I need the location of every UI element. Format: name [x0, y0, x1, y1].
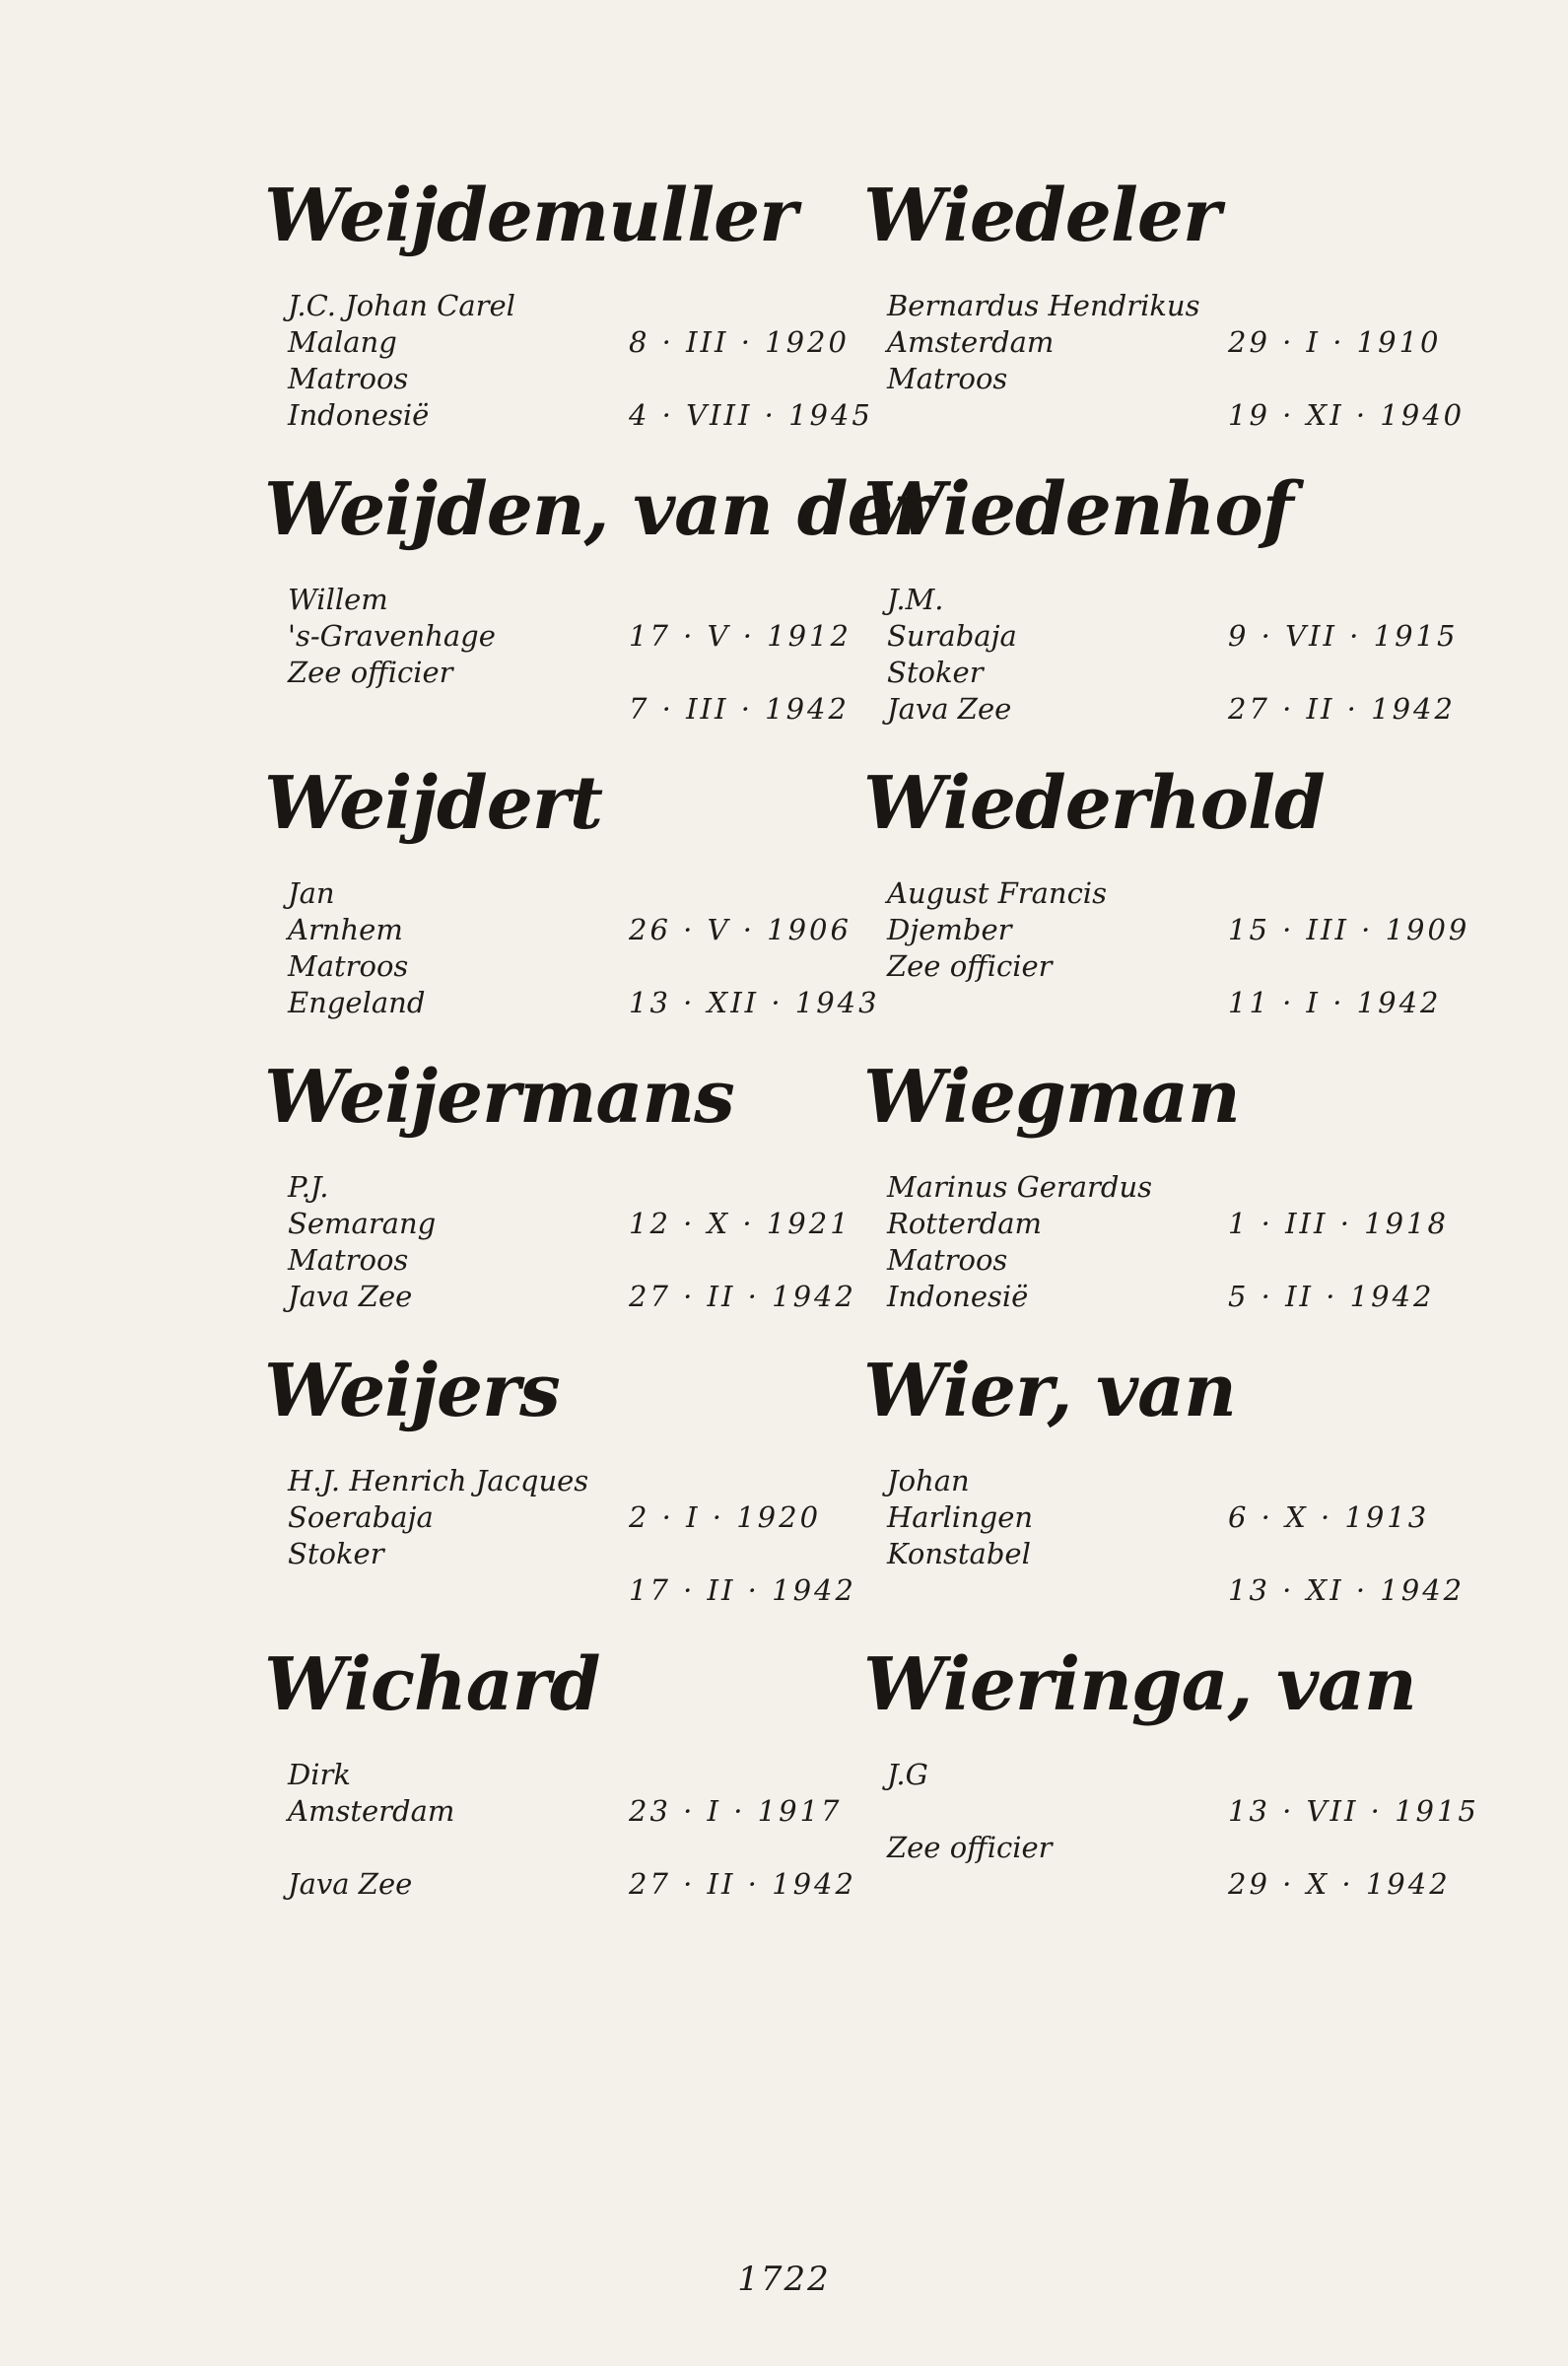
entry-row [863, 948, 1425, 985]
row-label: Zee officier [288, 656, 453, 689]
row-date: 26 · V · 1906 [629, 913, 852, 946]
entry [264, 761, 880, 1057]
entry-row [264, 1279, 856, 1315]
row-date: 29 · I · 1910 [1228, 325, 1442, 359]
row-date: 2 · I · 1920 [629, 1500, 822, 1534]
row-label: Java Zee [288, 1867, 413, 1901]
surname-heading: Weijermans [264, 1055, 734, 1140]
row-date: 6 · X · 1913 [1228, 1500, 1430, 1534]
row-label: Matroos [288, 949, 409, 983]
row-label: Bernardus Hendrikus [887, 289, 1200, 322]
entry-row [264, 1757, 826, 1793]
row-label: August Francis [887, 876, 1107, 910]
row-date: 11 · I · 1942 [1228, 986, 1442, 1019]
entry-row [264, 875, 826, 912]
entry [863, 174, 1466, 469]
entry-row [863, 1572, 1466, 1609]
row-label: P.J. [288, 1170, 329, 1204]
row-label: Djember [887, 913, 1012, 946]
entry-row [264, 618, 852, 655]
row-date: 5 · II · 1942 [1228, 1280, 1435, 1313]
entry-row [863, 912, 1470, 948]
surname-heading: Wiederhold [863, 761, 1325, 846]
row-label: Java Zee [887, 692, 1012, 726]
entry-row [863, 288, 1425, 324]
entry-row [863, 1866, 1451, 1903]
surname-heading: Wieringa, van [863, 1642, 1416, 1727]
entry-row [264, 948, 826, 985]
right-column [863, 174, 1479, 1938]
entry-row [264, 324, 850, 361]
entry-row [863, 397, 1466, 434]
row-label: Arnhem [288, 913, 403, 946]
row-label: Willem [288, 583, 388, 616]
row-label: Marinus Gerardus [887, 1170, 1153, 1204]
entry-row [863, 1757, 1425, 1793]
entry-row [264, 1206, 852, 1242]
row-label: Harlingen [887, 1500, 1034, 1534]
surname-heading: Wichard [264, 1642, 600, 1727]
row-date: 7 · III · 1942 [629, 692, 850, 726]
row-label: Zee officier [887, 949, 1053, 983]
row-label: J.M. [887, 583, 944, 616]
entry [863, 1055, 1449, 1351]
entry-row [863, 361, 1425, 397]
row-label: Indonesië [288, 398, 430, 432]
row-label: Dirk [288, 1758, 351, 1791]
row-label: Rotterdam [887, 1207, 1042, 1240]
entry-row [264, 1793, 843, 1830]
row-label: Stoker [288, 1537, 384, 1570]
entry-row [264, 1242, 826, 1279]
entry [863, 1642, 1479, 1938]
row-date: 17 · II · 1942 [629, 1573, 856, 1607]
row-label: Jan [288, 876, 335, 910]
row-label: Zee officier [887, 1831, 1053, 1864]
entry-row [264, 361, 826, 397]
surname-heading: Wier, van [863, 1349, 1236, 1433]
surname-heading: Weijers [264, 1349, 560, 1433]
entry-row [264, 691, 850, 728]
row-date: 8 · III · 1920 [629, 325, 850, 359]
row-date: 13 · VII · 1915 [1228, 1794, 1479, 1828]
row-label: Johan [887, 1464, 970, 1497]
row-date: 13 · XII · 1943 [629, 986, 880, 1019]
entry-row [264, 288, 826, 324]
entry-row [264, 1572, 856, 1609]
entry-row [863, 1830, 1425, 1866]
row-label: Indonesië [887, 1280, 1029, 1313]
entry-row [863, 1536, 1425, 1572]
row-label: Konstabel [887, 1537, 1031, 1570]
entry [264, 1349, 856, 1644]
entry [863, 761, 1470, 1057]
row-label: J.C. Johan Carel [288, 289, 515, 322]
row-label: Engeland [288, 986, 426, 1019]
entry-row [264, 1463, 826, 1499]
entry-row [863, 691, 1456, 728]
row-date: 17 · V · 1912 [629, 619, 852, 653]
entry-row [264, 582, 826, 618]
entry-row [863, 985, 1442, 1021]
row-date: 19 · XI · 1940 [1228, 398, 1466, 432]
entry-row [863, 1242, 1425, 1279]
entry-row [863, 875, 1425, 912]
row-label: Amsterdam [887, 325, 1055, 359]
surname-heading: Weijdemuller [264, 174, 797, 258]
row-label: Matroos [887, 362, 1008, 395]
row-label: Soerabaja [288, 1500, 434, 1534]
entry-row [264, 912, 852, 948]
entry-row [264, 1866, 856, 1903]
surname-heading: Wiedenhof [863, 467, 1293, 552]
entry [264, 174, 873, 469]
entry-row [863, 1793, 1479, 1830]
entry-row [863, 582, 1425, 618]
entry-row [863, 324, 1442, 361]
entry [264, 1055, 856, 1351]
entry-row [863, 1463, 1425, 1499]
entry-row [863, 655, 1425, 691]
entry-row [264, 1536, 826, 1572]
surname-heading: Weijdert [264, 761, 603, 846]
row-date: 27 · II · 1942 [1228, 692, 1456, 726]
row-date: 12 · X · 1921 [629, 1207, 852, 1240]
row-label: Surabaja [887, 619, 1017, 653]
row-date: 15 · III · 1909 [1228, 913, 1470, 946]
row-label: Matroos [887, 1243, 1008, 1277]
row-date: 13 · XI · 1942 [1228, 1573, 1466, 1607]
row-label: Malang [288, 325, 397, 359]
row-label: 's-Gravenhage [288, 619, 496, 653]
row-label: J.G [887, 1758, 928, 1791]
entry-row [863, 1279, 1435, 1315]
entry-row [264, 1499, 826, 1536]
row-date: 29 · X · 1942 [1228, 1867, 1451, 1901]
entry-row [863, 1206, 1449, 1242]
entry [264, 1642, 856, 1938]
entry-row [264, 1169, 826, 1206]
row-date: 23 · I · 1917 [629, 1794, 843, 1828]
row-label: Amsterdam [288, 1794, 455, 1828]
entry-row [264, 397, 873, 434]
page-number: 1722 [737, 2260, 831, 2299]
row-label: Stoker [887, 656, 984, 689]
row-date: 27 · II · 1942 [629, 1280, 856, 1313]
row-date: 4 · VIII · 1945 [629, 398, 873, 432]
row-label: Matroos [288, 362, 409, 395]
surname-heading: Wiegman [863, 1055, 1240, 1140]
row-label: H.J. Henrich Jacques [288, 1464, 589, 1497]
surname-heading: Weijden, van der [264, 467, 930, 552]
entry-row [863, 618, 1459, 655]
row-label: Semarang [288, 1207, 437, 1240]
row-label: Java Zee [288, 1280, 413, 1313]
entry [863, 1349, 1466, 1644]
row-date: 9 · VII · 1915 [1228, 619, 1459, 653]
row-date: 1 · III · 1918 [1228, 1207, 1449, 1240]
entry [863, 467, 1459, 763]
entry-row [264, 1830, 826, 1866]
row-label: Matroos [288, 1243, 409, 1277]
entry-row [863, 1499, 1430, 1536]
surname-heading: Wiedeler [863, 174, 1220, 258]
row-date: 27 · II · 1942 [629, 1867, 856, 1901]
entry-row [863, 1169, 1425, 1206]
entry-row [264, 655, 826, 691]
entry-row [264, 985, 880, 1021]
